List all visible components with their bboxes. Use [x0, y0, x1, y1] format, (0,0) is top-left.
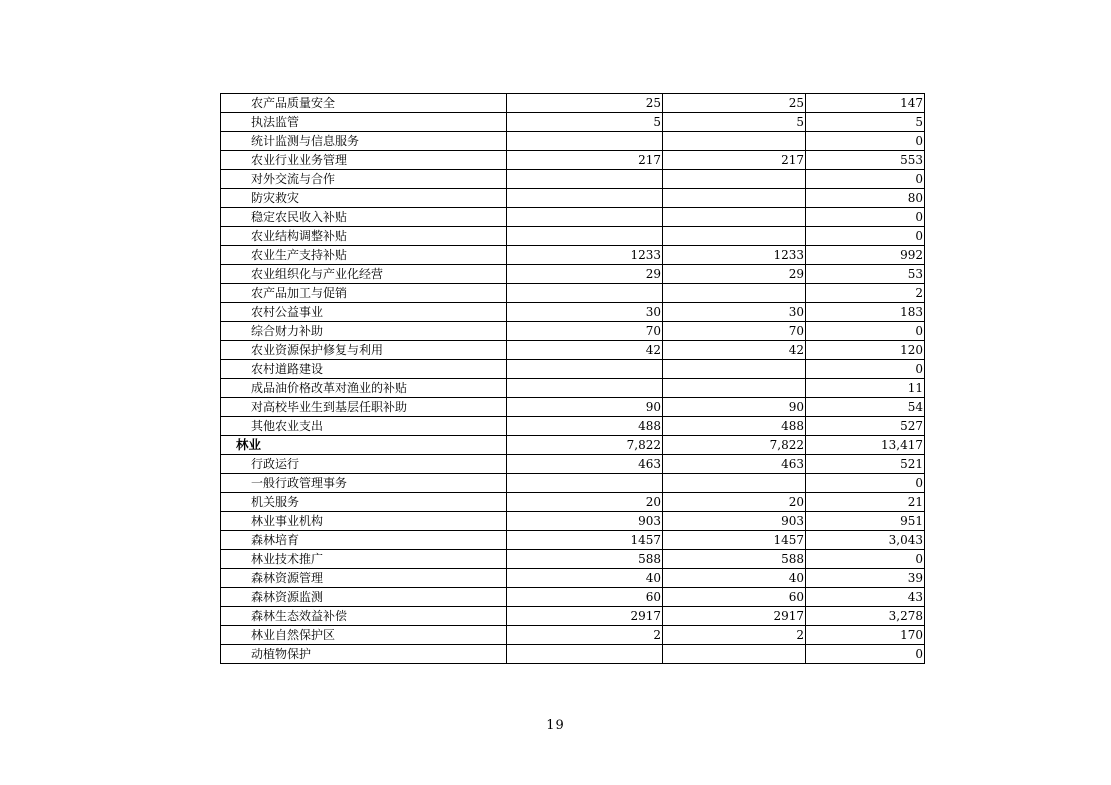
- value-cell-col-3: 5: [806, 113, 925, 132]
- table-row: [221, 208, 925, 227]
- value-cell-col-1: [507, 360, 663, 379]
- item-name-cell: 农业结构调整补贴: [221, 227, 507, 246]
- table-row: [221, 341, 925, 360]
- value-cell-col-2: 7,822: [663, 436, 806, 455]
- value-cell-col-2: 25: [663, 94, 806, 113]
- value-cell-col-3: 0: [806, 227, 925, 246]
- value-cell-col-1: [507, 645, 663, 664]
- table-row: [221, 246, 925, 265]
- value-cell-col-1: [507, 379, 663, 398]
- value-cell-col-3: 0: [806, 474, 925, 493]
- item-name-cell: 执法监管: [221, 113, 507, 132]
- table-row: [221, 398, 925, 417]
- value-cell-col-1: [507, 189, 663, 208]
- item-name-cell: 稳定农民收入补贴: [221, 208, 507, 227]
- value-cell-col-3: 0: [806, 645, 925, 664]
- table-section-row: [221, 436, 925, 455]
- item-name-cell: 机关服务: [221, 493, 507, 512]
- value-cell-col-1: 30: [507, 303, 663, 322]
- value-cell-col-1: 70: [507, 322, 663, 341]
- value-cell-col-2: [663, 379, 806, 398]
- value-cell-col-3: 183: [806, 303, 925, 322]
- value-cell-col-3: 13,417: [806, 436, 925, 455]
- value-cell-col-3: 11: [806, 379, 925, 398]
- item-name-cell: 动植物保护: [221, 645, 507, 664]
- item-name-cell: 农村公益事业: [221, 303, 507, 322]
- table-row: [221, 227, 925, 246]
- value-cell-col-2: [663, 227, 806, 246]
- table-row: [221, 417, 925, 436]
- value-cell-col-1: 20: [507, 493, 663, 512]
- value-cell-col-2: 90: [663, 398, 806, 417]
- value-cell-col-3: 0: [806, 322, 925, 341]
- value-cell-col-3: 992: [806, 246, 925, 265]
- item-name-cell: 农业生产支持补贴: [221, 246, 507, 265]
- value-cell-col-3: 3,043: [806, 531, 925, 550]
- value-cell-col-3: 0: [806, 132, 925, 151]
- item-name-cell: 农业行业业务管理: [221, 151, 507, 170]
- value-cell-col-1: 217: [507, 151, 663, 170]
- value-cell-col-1: [507, 208, 663, 227]
- item-name-cell: 林业事业机构: [221, 512, 507, 531]
- value-cell-col-2: 1233: [663, 246, 806, 265]
- value-cell-col-3: 147: [806, 94, 925, 113]
- value-cell-col-1: [507, 132, 663, 151]
- value-cell-col-1: 7,822: [507, 436, 663, 455]
- value-cell-col-2: 488: [663, 417, 806, 436]
- item-name-cell: 森林培育: [221, 531, 507, 550]
- item-name-cell: 农产品加工与促销: [221, 284, 507, 303]
- section-name-cell: 林业: [221, 436, 507, 455]
- value-cell-col-1: 42: [507, 341, 663, 360]
- value-cell-col-2: 5: [663, 113, 806, 132]
- value-cell-col-1: 5: [507, 113, 663, 132]
- value-cell-col-1: 2: [507, 626, 663, 645]
- table-row: [221, 626, 925, 645]
- table-row: [221, 455, 925, 474]
- item-name-cell: 林业自然保护区: [221, 626, 507, 645]
- table-row: [221, 113, 925, 132]
- value-cell-col-2: 1457: [663, 531, 806, 550]
- item-name-cell: 综合财力补助: [221, 322, 507, 341]
- table-row: [221, 512, 925, 531]
- value-cell-col-1: 60: [507, 588, 663, 607]
- value-cell-col-2: 217: [663, 151, 806, 170]
- value-cell-col-2: [663, 132, 806, 151]
- value-cell-col-3: 43: [806, 588, 925, 607]
- item-name-cell: 统计监测与信息服务: [221, 132, 507, 151]
- value-cell-col-3: 21: [806, 493, 925, 512]
- value-cell-col-1: 90: [507, 398, 663, 417]
- value-cell-col-2: 40: [663, 569, 806, 588]
- value-cell-col-2: [663, 170, 806, 189]
- table-row: [221, 284, 925, 303]
- value-cell-col-2: 60: [663, 588, 806, 607]
- item-name-cell: 防灾救灾: [221, 189, 507, 208]
- table-row: [221, 303, 925, 322]
- table-row: [221, 607, 925, 626]
- value-cell-col-3: 39: [806, 569, 925, 588]
- value-cell-col-3: 951: [806, 512, 925, 531]
- table-row: [221, 189, 925, 208]
- item-name-cell: 农业资源保护修复与利用: [221, 341, 507, 360]
- table-row: [221, 265, 925, 284]
- value-cell-col-1: 1233: [507, 246, 663, 265]
- item-name-cell: 森林资源监测: [221, 588, 507, 607]
- item-name-cell: 森林资源管理: [221, 569, 507, 588]
- value-cell-col-3: 553: [806, 151, 925, 170]
- item-name-cell: 农产品质量安全: [221, 94, 507, 113]
- item-name-cell: 对高校毕业生到基层任职补助: [221, 398, 507, 417]
- value-cell-col-2: [663, 284, 806, 303]
- value-cell-col-2: 70: [663, 322, 806, 341]
- value-cell-col-2: 2: [663, 626, 806, 645]
- value-cell-col-1: 488: [507, 417, 663, 436]
- table-row: [221, 170, 925, 189]
- table-row: [221, 322, 925, 341]
- value-cell-col-3: 54: [806, 398, 925, 417]
- value-cell-col-1: 903: [507, 512, 663, 531]
- value-cell-col-3: 3,278: [806, 607, 925, 626]
- item-name-cell: 行政运行: [221, 455, 507, 474]
- table-row: [221, 531, 925, 550]
- value-cell-col-1: [507, 474, 663, 493]
- item-name-cell: 一般行政管理事务: [221, 474, 507, 493]
- value-cell-col-2: 30: [663, 303, 806, 322]
- budget-table-body: [221, 94, 925, 664]
- value-cell-col-3: 120: [806, 341, 925, 360]
- value-cell-col-1: 1457: [507, 531, 663, 550]
- value-cell-col-3: 0: [806, 170, 925, 189]
- value-cell-col-2: 903: [663, 512, 806, 531]
- value-cell-col-3: 170: [806, 626, 925, 645]
- value-cell-col-2: 2917: [663, 607, 806, 626]
- value-cell-col-1: 588: [507, 550, 663, 569]
- table-row: [221, 151, 925, 170]
- table-row: [221, 379, 925, 398]
- value-cell-col-2: [663, 474, 806, 493]
- table-row: [221, 569, 925, 588]
- value-cell-col-1: [507, 170, 663, 189]
- value-cell-col-3: 2: [806, 284, 925, 303]
- budget-table: [220, 93, 925, 664]
- value-cell-col-2: [663, 189, 806, 208]
- table-row: [221, 94, 925, 113]
- value-cell-col-3: 0: [806, 360, 925, 379]
- table-row: [221, 493, 925, 512]
- item-name-cell: 成品油价格改革对渔业的补贴: [221, 379, 507, 398]
- value-cell-col-2: 20: [663, 493, 806, 512]
- value-cell-col-2: [663, 360, 806, 379]
- table-row: [221, 474, 925, 493]
- value-cell-col-1: [507, 227, 663, 246]
- value-cell-col-2: 588: [663, 550, 806, 569]
- value-cell-col-1: 40: [507, 569, 663, 588]
- value-cell-col-1: 463: [507, 455, 663, 474]
- value-cell-col-3: 0: [806, 208, 925, 227]
- table-row: [221, 645, 925, 664]
- page-number: 19: [546, 718, 565, 733]
- table-row: [221, 588, 925, 607]
- value-cell-col-2: [663, 208, 806, 227]
- value-cell-col-1: 29: [507, 265, 663, 284]
- value-cell-col-2: [663, 645, 806, 664]
- item-name-cell: 林业技术推广: [221, 550, 507, 569]
- table-row: [221, 132, 925, 151]
- table-row: [221, 360, 925, 379]
- value-cell-col-3: 527: [806, 417, 925, 436]
- value-cell-col-2: 42: [663, 341, 806, 360]
- item-name-cell: 农业组织化与产业化经营: [221, 265, 507, 284]
- item-name-cell: 森林生态效益补偿: [221, 607, 507, 626]
- value-cell-col-1: [507, 284, 663, 303]
- value-cell-col-3: 521: [806, 455, 925, 474]
- value-cell-col-3: 0: [806, 550, 925, 569]
- value-cell-col-3: 53: [806, 265, 925, 284]
- value-cell-col-1: 25: [507, 94, 663, 113]
- value-cell-col-3: 80: [806, 189, 925, 208]
- value-cell-col-2: 463: [663, 455, 806, 474]
- value-cell-col-1: 2917: [507, 607, 663, 626]
- item-name-cell: 农村道路建设: [221, 360, 507, 379]
- table-row: [221, 550, 925, 569]
- item-name-cell: 其他农业支出: [221, 417, 507, 436]
- value-cell-col-2: 29: [663, 265, 806, 284]
- item-name-cell: 对外交流与合作: [221, 170, 507, 189]
